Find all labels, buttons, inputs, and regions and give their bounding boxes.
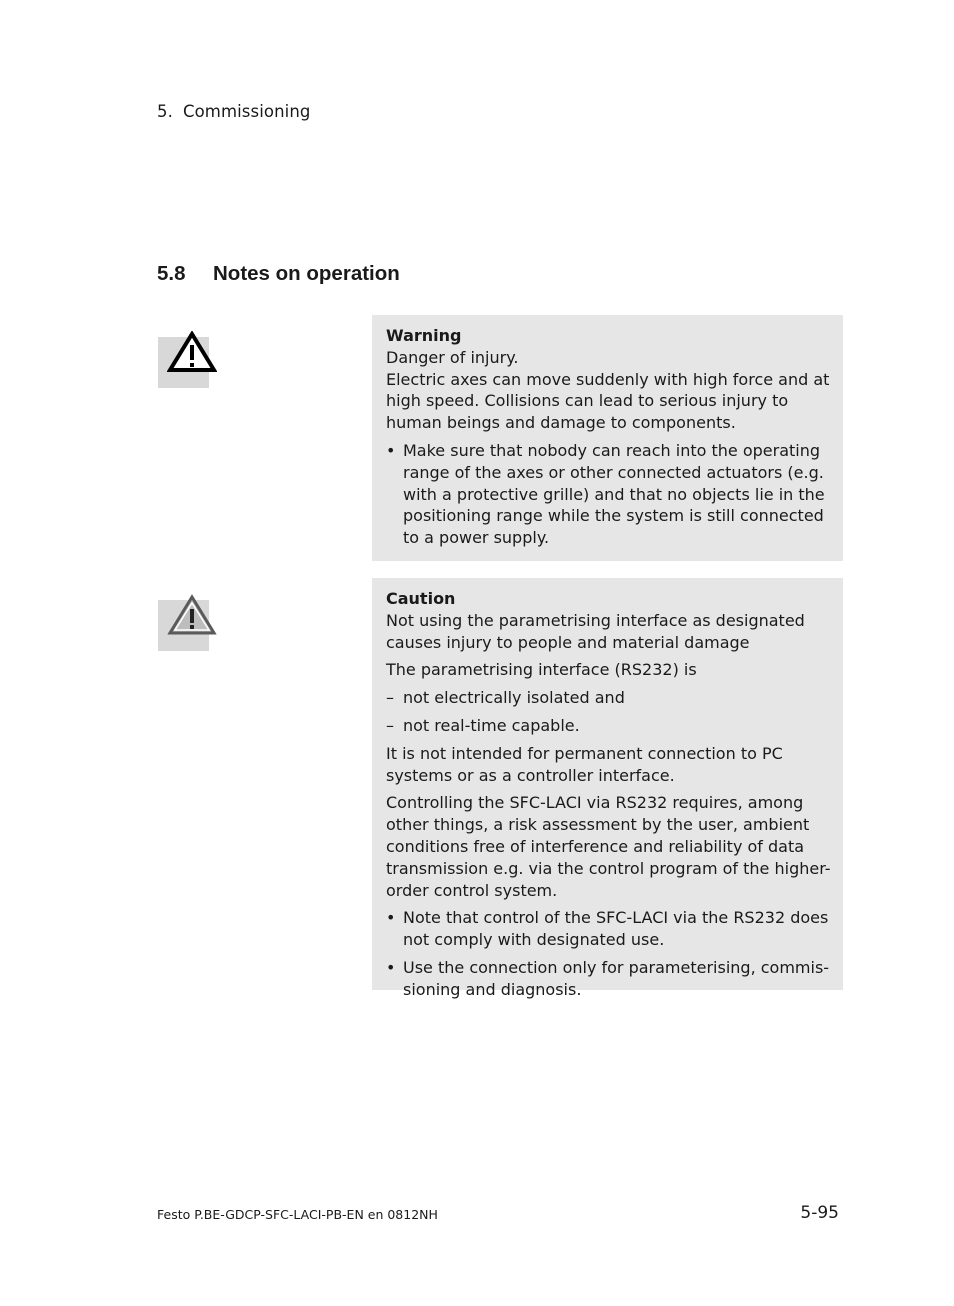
caution-summary: Not using the parametrising interface as designated causes injury to people and material damage — [386, 610, 805, 652]
section-title: Notes on operation — [213, 262, 400, 285]
caution-paragraph: The parametrising interface (RS232) is — [386, 660, 697, 680]
caution-triangle-icon — [158, 600, 209, 651]
list-item-text: Use the connection only for parameterising, commissioning and diagnosis. — [403, 957, 830, 999]
warning-label: Warning — [386, 326, 462, 345]
caution-paragraph: It is not intended for permanent connection to PC systems or as a controller interface. — [386, 743, 783, 785]
warning-note — [372, 315, 843, 561]
bullet-mark: • — [386, 957, 396, 977]
list-item — [386, 957, 835, 1001]
list-item-text: not real-time capable. — [403, 715, 580, 735]
caution-label: Caution — [386, 589, 456, 608]
caution-bullet-list — [386, 907, 835, 1000]
section-heading — [157, 262, 400, 286]
dash-mark: – — [386, 688, 394, 708]
section-number: 5.8 — [157, 262, 186, 285]
warning-summary: Danger of injury. — [386, 347, 519, 367]
list-item-text: Make sure that nobody can reach into the operating range of the axes or other connected actuators (e.g. with a protective grille) and that no objects lie in the positioning range while the system is still connected to a power supply. — [403, 440, 825, 548]
running-header — [157, 102, 310, 121]
page-number: 5-95 — [800, 1203, 839, 1223]
chapter-title: Commissioning — [182, 102, 311, 121]
caution-dash-list — [386, 687, 835, 737]
caution-paragraph: Controlling the SFC-LACI via RS232 requires, among other things, a risk assessment by the user, ambient conditions free of interference and reliability of data transmission e.g. via the control program of the higher-order control system. — [386, 793, 831, 900]
bullet-mark: • — [386, 908, 396, 928]
warning-triangle-icon — [158, 337, 209, 388]
chapter-number: 5. — [157, 102, 173, 121]
document-reference: Festo P.BE-GDCP-SFC-LACI-PB-EN en 0812NH — [157, 1207, 438, 1222]
list-item-text: not electrically isolated and — [403, 688, 625, 708]
caution-note — [372, 578, 843, 999]
warning-body: Electric axes can move suddenly with high force and at high speed. Collisions can lead to serious injury to human beings and damage to components. — [386, 369, 830, 433]
bullet-mark: • — [386, 440, 396, 460]
list-item — [386, 440, 835, 549]
warning-bullet-list — [386, 440, 835, 549]
dash-mark: – — [386, 715, 394, 735]
list-item — [386, 907, 835, 951]
list-item — [386, 687, 835, 709]
list-item-text: Note that control of the SFC-LACI via the RS232 does not comply with designated use. — [403, 908, 829, 950]
list-item — [386, 715, 835, 737]
